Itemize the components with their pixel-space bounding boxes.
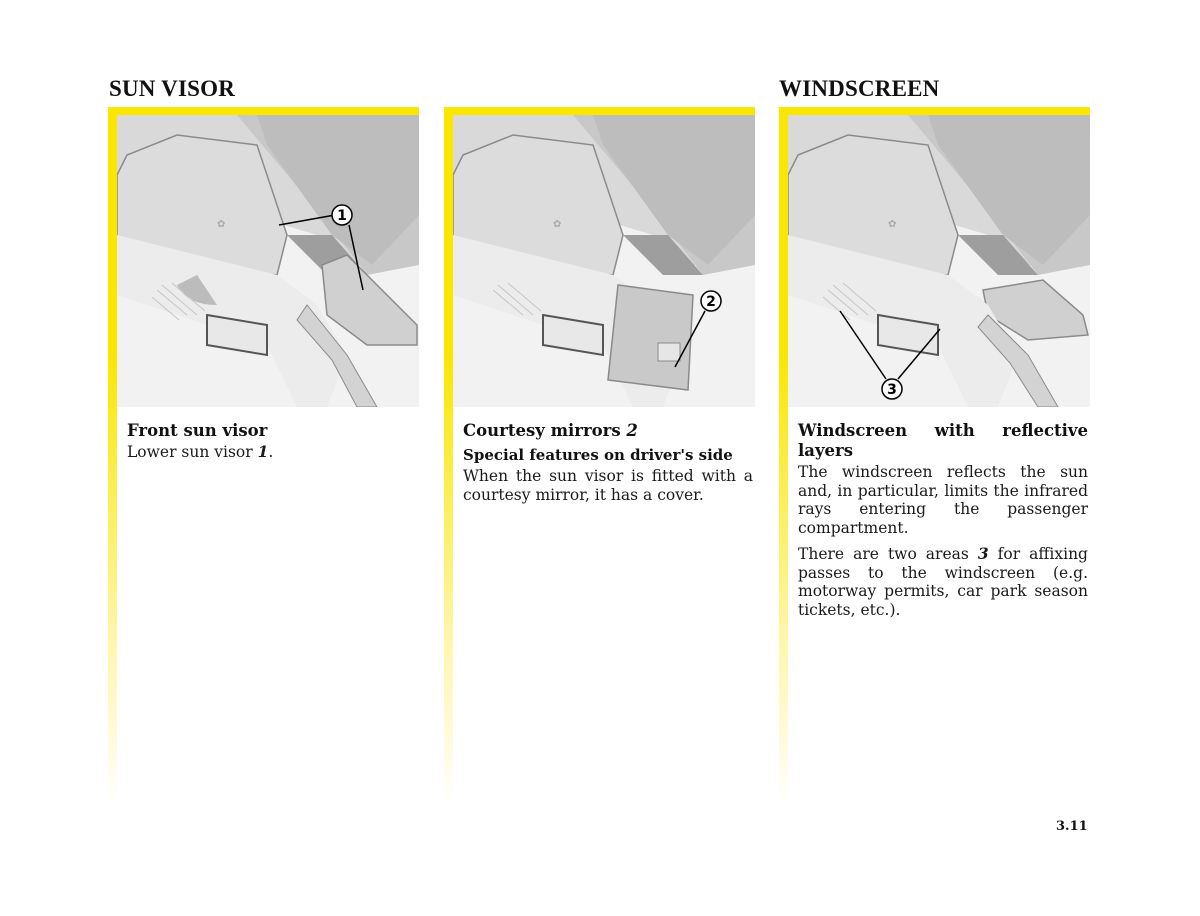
section-title-sun-visor: SUN VISOR (109, 76, 235, 101)
drivers-side-subheading: Special features on driver's side (463, 446, 733, 464)
courtesy-mirrors-heading: Courtesy mirrors 2 (463, 421, 638, 440)
yellow-margin-band (108, 107, 117, 807)
front-sun-visor-heading: Front sun visor (127, 421, 268, 440)
windscreen-paragraph-1: The windscreen reflects the sun and, in particular, limits the infrared rays entering the passenger compartment. (798, 463, 1088, 537)
page-number: 3.11 (1056, 819, 1088, 834)
front-sun-visor-paragraph: Lower sun visor 1. (127, 442, 274, 461)
reference-2: 2 (626, 421, 638, 440)
svg-text:✿: ✿ (217, 219, 226, 230)
reference-3: 3 (977, 544, 989, 563)
yellow-top-bar (108, 107, 419, 115)
callout-1-label: 1 (337, 208, 347, 224)
callout-2-label: 2 (706, 294, 716, 310)
windscreen-illustration (788, 115, 1090, 407)
svg-text:✿: ✿ (553, 219, 562, 230)
sun-visor-illustration (117, 115, 419, 407)
courtesy-mirrors-paragraph: When the sun visor is fitted with a courtesy mirror, it has a cover. (463, 467, 753, 504)
column-windscreen (779, 107, 1090, 807)
courtesy-mirror-illustration (453, 115, 755, 407)
windscreen-text (798, 421, 1088, 619)
windscreen-heading: Windscreen with reflective layers (798, 421, 1088, 460)
front-sun-visor-text (127, 421, 417, 462)
yellow-top-bar (444, 107, 755, 115)
yellow-top-bar (779, 107, 1090, 115)
yellow-margin-band (444, 107, 453, 807)
courtesy-mirrors-text (463, 421, 753, 504)
column-courtesy-mirrors (444, 107, 755, 807)
windscreen-paragraph-2: There are two areas 3 for affixing passes to the windscreen (e.g. motorway permits, car park season tickets, etc.). (798, 544, 1088, 619)
section-title-windscreen: WINDSCREEN (779, 76, 940, 101)
column-front-sun-visor (108, 107, 419, 807)
svg-text:✿: ✿ (888, 219, 897, 230)
reference-1: 1 (257, 442, 269, 461)
callout-3-label: 3 (887, 382, 897, 398)
yellow-margin-band (779, 107, 788, 807)
